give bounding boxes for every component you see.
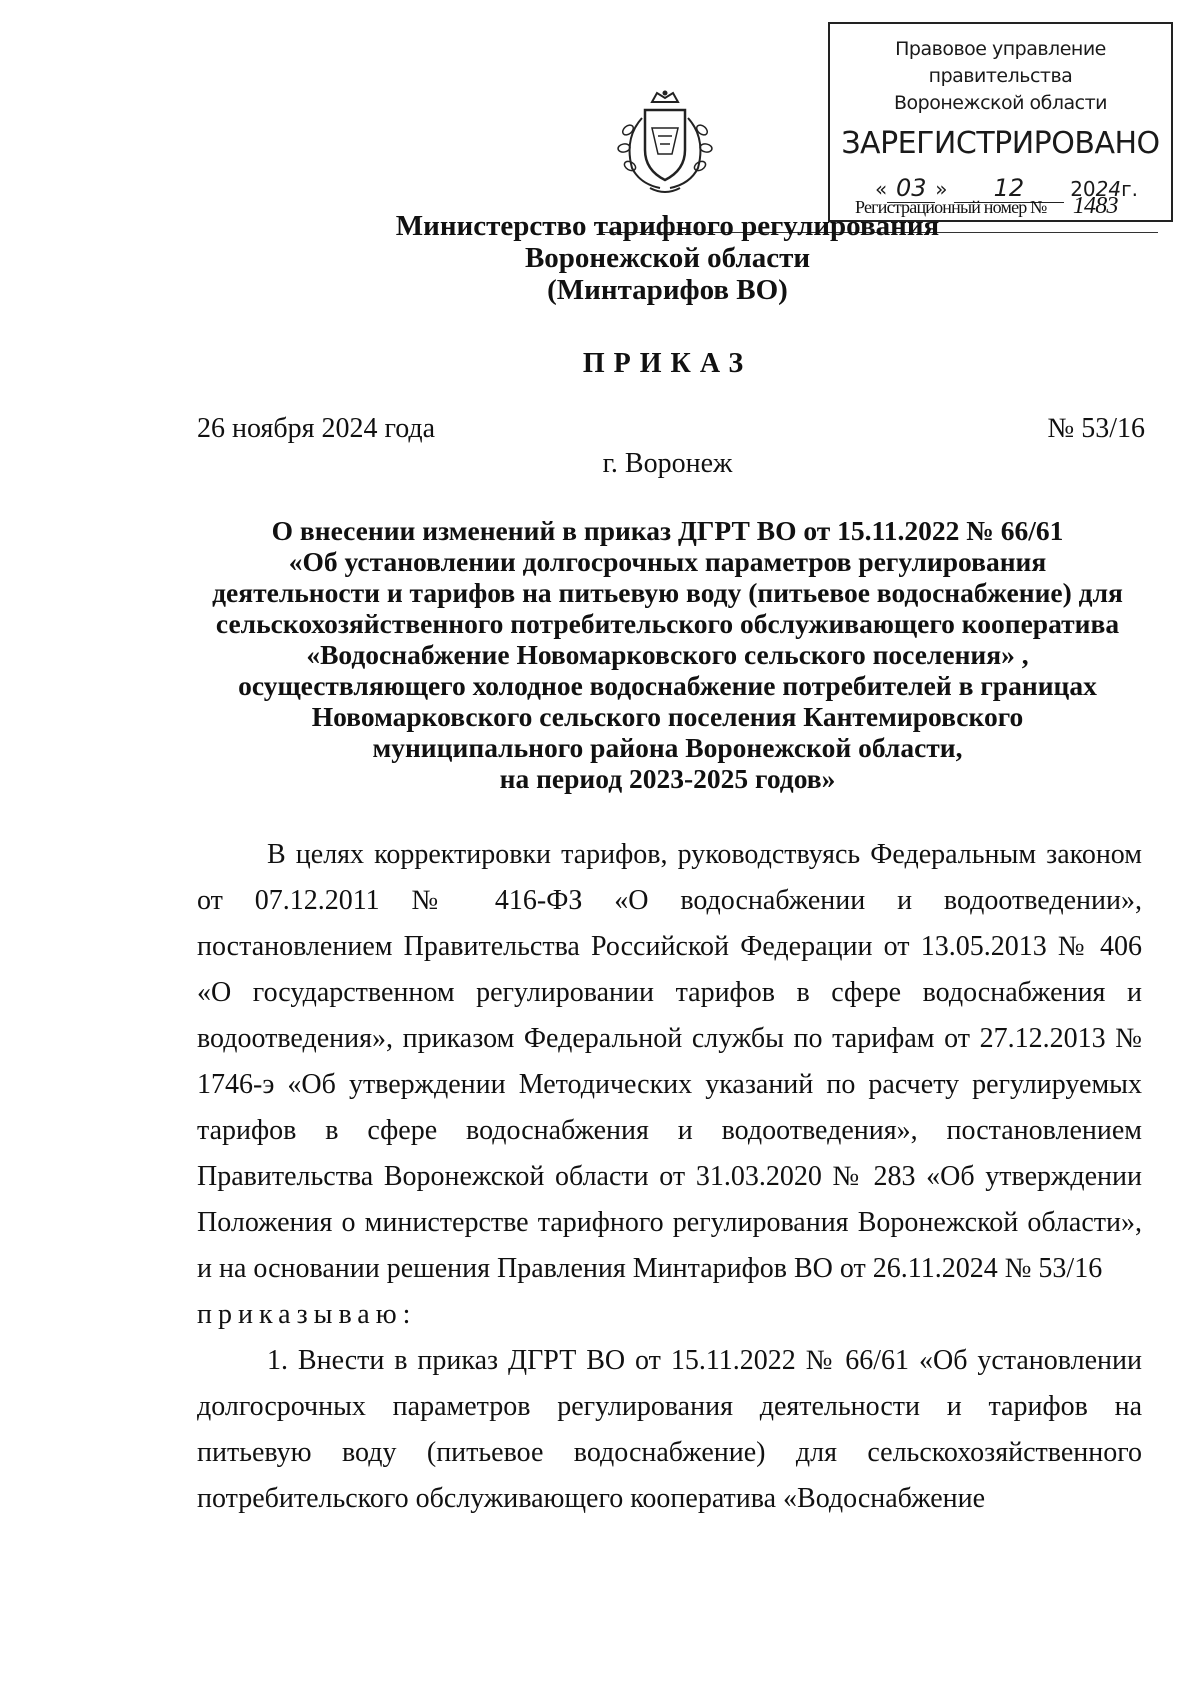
subject-line: Новомарковского сельского поселения Кантемировского <box>311 701 1024 732</box>
stamp-reg-number: 1483 <box>1050 193 1140 221</box>
ministry-name: Министерство тарифного регулирования <box>395 210 940 242</box>
stamp-date-year-hand: 24 <box>1095 177 1122 201</box>
stamp-date: « 03 » 12 2024г. <box>875 174 1138 202</box>
stamp-reg-label: Регистрационный номер № <box>855 197 1047 217</box>
subject-line: осуществляющего холодное водоснабжение потребителей в границах <box>238 670 1097 701</box>
order-title: ПРИКАЗ <box>582 348 753 379</box>
stamp-org-line2: Воронежской области <box>894 92 1107 114</box>
directive-word: приказываю: <box>197 1299 417 1330</box>
subject-line: на период 2023-2025 годов» <box>499 763 836 794</box>
order-number: № 53/16 <box>1047 413 1145 444</box>
stamp-date-year-suffix: г. <box>1121 177 1138 201</box>
stamp-organization <box>830 36 1171 117</box>
ministry-abbreviation: (Минтарифов ВО) <box>547 274 788 306</box>
order-subject <box>195 515 1140 794</box>
stamp-date-month: 12 <box>954 174 1064 203</box>
preamble-paragraph: В целях корректировки тарифов, руководствуясь Федеральным законом от 07.12.2011 № 416-ФЗ «О водоснабжении и водоотведении», постановлением Правительства Российской Федерации от 13.05.2013 № 406 «О государственном регулировании тарифов в сфере водоснабжения и водоотведения», приказом Федеральной службы по тарифам от 27.12.2013 № 1746-э «Об утверждении Методических указаний по расчету регулируемых тарифов в сфере водоснабжения и водоотведения», постановлением Правительства Воронежской области от 31.03.2020 № 283 «Об утверждении Положения о министерстве тарифного регулирования Воронежской области», и на основании решения Правления Минтарифов ВО от 26.11.2024 № 53/16 <box>197 839 1142 1284</box>
stamp-org-line1: Правовое управление правительства <box>895 38 1106 87</box>
subject-line: сельскохозяйственного потребительского обслуживающего кооператива <box>215 608 1120 639</box>
subject-line: муниципального района Воронежской области, <box>372 732 963 763</box>
stamp-date-day: 03 <box>887 174 935 203</box>
stamp-date-year-prefix: 20 <box>1070 177 1096 201</box>
stamp-status: ЗАРЕГИСТРИРОВАНО <box>841 126 1160 161</box>
subject-line: О внесении изменений в приказ ДГРТ ВО от 15.11.2022 № 66/61 <box>271 515 1064 546</box>
ministry-header <box>195 210 1140 306</box>
ministry-region: Воронежской области <box>524 242 811 274</box>
order-body <box>197 832 1142 1522</box>
clause-1-paragraph: 1. Внести в приказ ДГРТ ВО от 15.11.2022 № 66/61 «Об установлении долгосрочных параметров регулирования деятельности и тарифов на питьевую воду (питьевое водоснабжение) для сельскохозяйственного потребительского обслуживающего кооператива «Водоснабжение <box>197 1345 1142 1514</box>
coat-of-arms-icon <box>610 88 720 198</box>
subject-line: «Водоснабжение Новомарковского сельского поселения» , <box>306 639 1029 670</box>
order-city: г. Воронеж <box>602 448 733 479</box>
subject-line: «Об установлении долгосрочных параметров регулирования <box>288 546 1047 577</box>
subject-line: деятельности и тарифов на питьевую воду (питьевое водоснабжение) для <box>212 577 1123 608</box>
registration-stamp <box>828 22 1173 222</box>
order-date: 26 ноября 2024 года <box>197 413 436 444</box>
